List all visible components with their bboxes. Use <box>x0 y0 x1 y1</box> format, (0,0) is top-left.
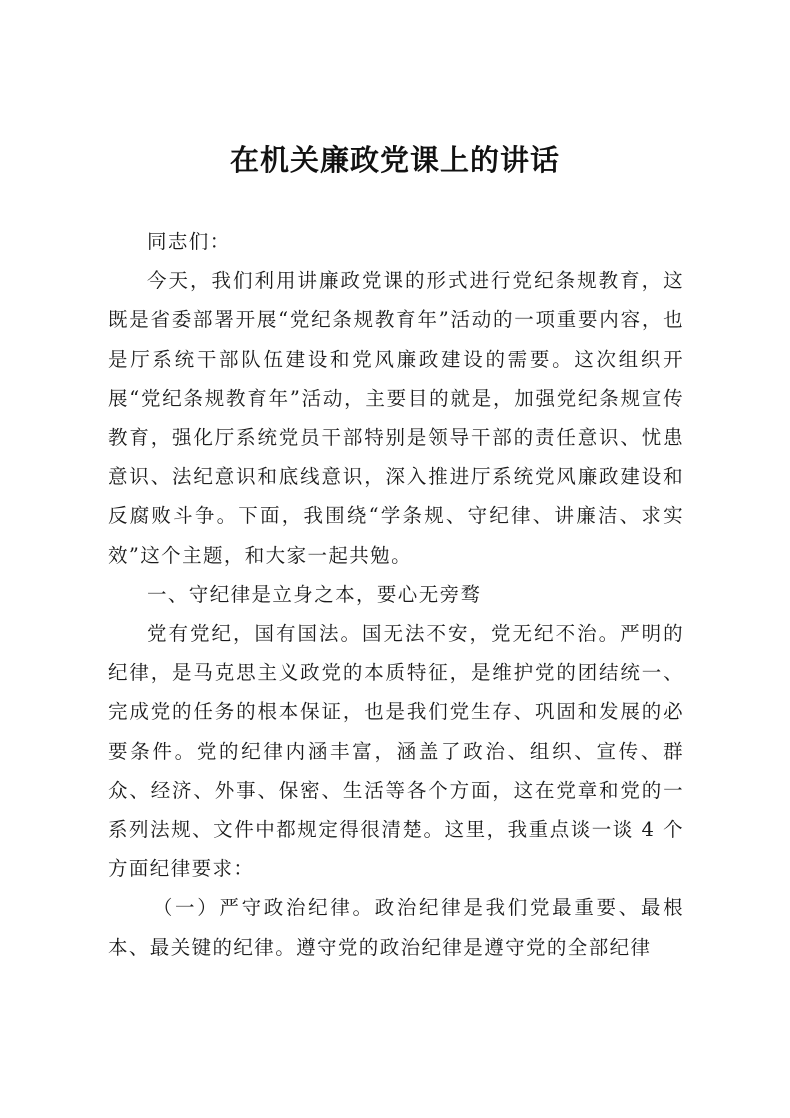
document-title: 在机关廉政党课上的讲话 <box>229 143 560 177</box>
document-body <box>108 222 684 967</box>
paragraph-discipline: 党有党纪，国有国法。国无法不安，党无纪不治。严明的纪律，是马克思主义政党的本质特征，是维护党的团结统一、完成党的任务的根本保证，也是我们党生存、巩固和发展的必要条件。党的纪律内涵丰富，涵盖了政治、组织、宣传、群众、经济、外事、保密、生活等各个方面，这在党章和党的一系列法规、文件中都规定得很清楚。这里，我重点谈一谈 4 个方面纪律要求： <box>108 622 684 881</box>
salutation: 同志们： <box>147 230 231 253</box>
paragraph-political-discipline: （一）严守政治纪律。政治纪律是我们党最重要、最根本、最关键的纪律。遵守党的政治纪律是遵守党的全部纪律 <box>108 896 684 959</box>
paragraph-intro: 今天，我们利用讲廉政党课的形式进行党纪条规教育，这既是省委部署开展“党纪条规教育年”活动的一项重要内容，也是厅系统干部队伍建设和党风廉政建设的需要。这次组织开展“党纪条规教育年”活动，主要目的就是，加强党纪条规宣传教育，强化厅系统党员干部特别是领导干部的责任意识、忧患意识、法纪意识和底线意识，深入推进厅系统党风廉政建设和反腐败斗争。下面，我围绕“学条规、守纪律、讲廉洁、求实效”这个主题，和大家一起共勉。 <box>108 269 684 567</box>
section-heading-1: 一、守纪律是立身之本，要心无旁骛 <box>147 582 482 606</box>
